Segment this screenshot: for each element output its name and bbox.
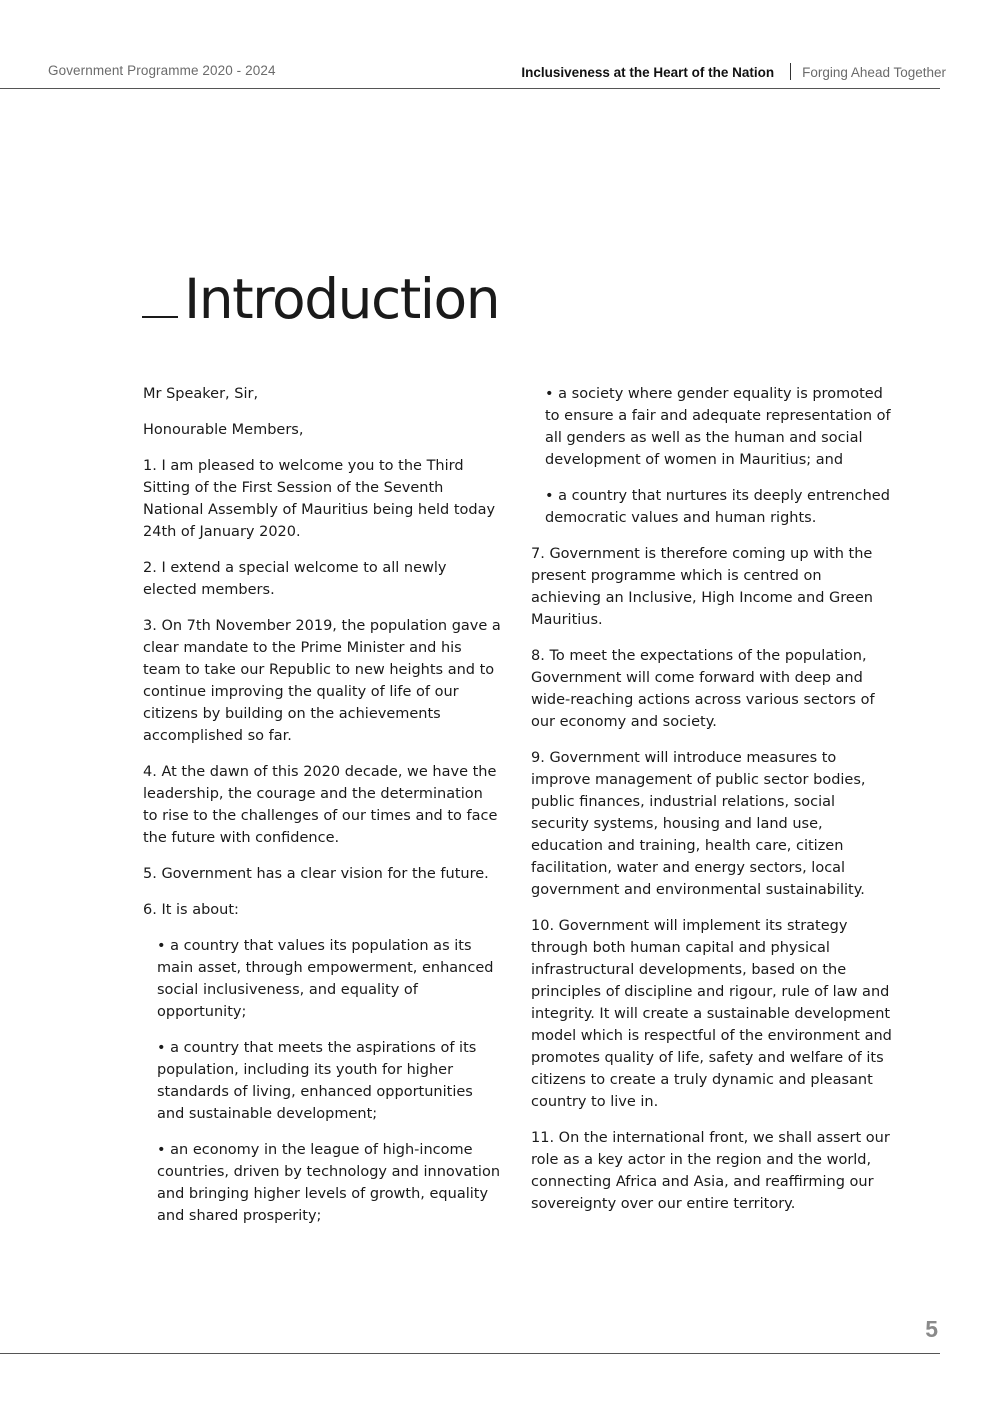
page-number: 5 — [925, 1316, 938, 1342]
header-divider — [0, 88, 940, 89]
document-title: Government Programme 2020 - 2024 — [48, 63, 276, 78]
right-column — [531, 383, 893, 1229]
paragraph: 3. On 7th November 2019, the population gave a clear mandate to the Prime Minister and his team to take our Republic to new heights and to continue improving the quality of life of our citizens by building on the achievements accomplished so far. — [143, 618, 501, 744]
header-separator — [790, 63, 791, 80]
paragraph: 4. At the dawn of this 2020 decade, we have the leadership, the courage and the determination to rise to the challenges of our times and to face the future with confidence. — [143, 764, 498, 846]
paragraph: Honourable Members, — [143, 422, 304, 438]
bullet-item: • a country that meets the aspirations of its population, including its youth for higher standards of living, enhanced opportunities and sustainable development; — [157, 1040, 477, 1122]
paragraph: 9. Government will introduce measures to improve management of public sector bodies, public finances, industrial relations, social security systems, housing and land use, education and training, health care, citizen facilitation, water and energy sectors, local government and environmental sustainability. — [531, 750, 866, 898]
paragraph: 2. I extend a special welcome to all newly elected members. — [143, 560, 447, 598]
bullet-item: • a country that nurtures its deeply entrenched democratic values and human rights. — [545, 488, 890, 526]
header-theme: Inclusiveness at the Heart of the Nation — [521, 65, 775, 80]
left-column — [143, 383, 501, 1241]
paragraph: 11. On the international front, we shall assert our role as a key actor in the region and the world, connecting Africa and Asia, and reaffirming our sovereignty over our entire territory. — [531, 1130, 890, 1212]
section-title — [142, 267, 500, 331]
bullet-item: • an economy in the league of high-income countries, driven by technology and innovation and bringing higher levels of growth, equality and shared prosperity; — [157, 1142, 501, 1224]
footer-divider — [0, 1353, 940, 1354]
paragraph: 1. I am pleased to welcome you to the Third Sitting of the First Session of the Seventh National Assembly of Mauritius being held today 24th of January 2020. — [143, 458, 496, 540]
paragraph: 7. Government is therefore coming up with the present programme which is centred on achieving an Inclusive, High Income and Green Mauritius. — [531, 546, 873, 628]
title-underscore — [142, 316, 178, 318]
header-slogan: Forging Ahead Together — [802, 65, 946, 80]
bullet-item: • a country that values its population as its main asset, through empowerment, enhanced social inclusiveness, and equality of opportunity; — [157, 938, 494, 1020]
section-title-text: Introduction — [184, 267, 500, 331]
paragraph: 6. It is about: — [143, 902, 239, 918]
header-tagline — [521, 63, 946, 80]
paragraph: Mr Speaker, Sir, — [143, 386, 259, 402]
paragraph: 5. Government has a clear vision for the future. — [143, 866, 489, 882]
paragraph: 8. To meet the expectations of the population, Government will come forward with deep and wide-reaching actions across various sectors of our economy and society. — [531, 648, 875, 730]
bullet-item: • a society where gender equality is promoted to ensure a fair and adequate representation of all genders as well as the human and social development of women in Mauritius; and — [545, 386, 891, 468]
paragraph: 10. Government will implement its strategy through both human capital and physical infrastructural developments, based on the principles of discipline and rigour, rule of law and integrity. It will create a sustainable development model which is respectful of the environment and promotes quality of life, safety and welfare of its citizens to create a truly dynamic and pleasant country to live in. — [531, 918, 892, 1110]
